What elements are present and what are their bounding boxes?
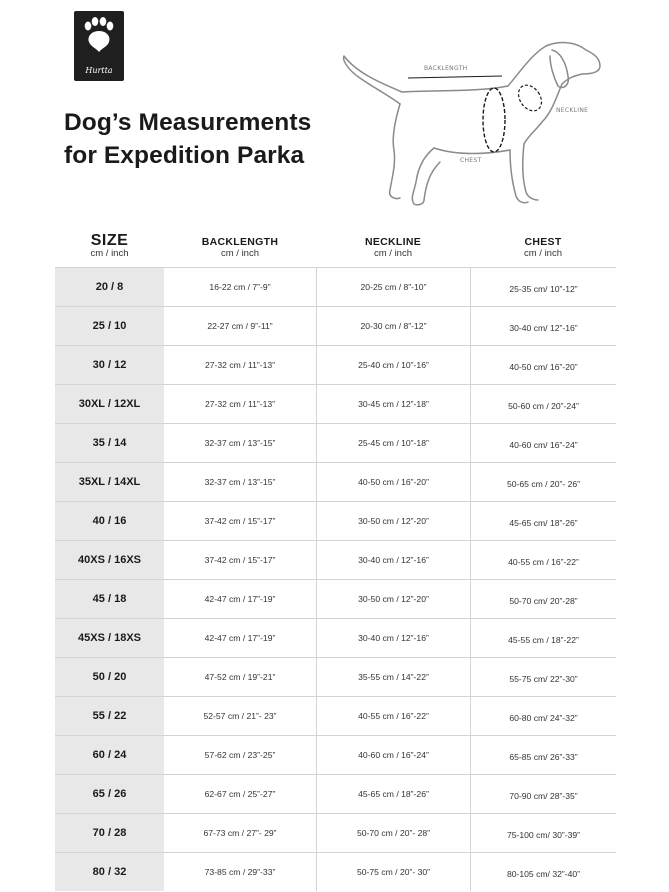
size-cell: 20 / 8 (55, 268, 164, 306)
chest-cell: 60-80 cm/ 24”-32” (470, 697, 616, 735)
neckline-cell: 30-40 cm / 12”-16” (316, 541, 470, 579)
size-cell: 25 / 10 (55, 307, 164, 345)
table-row (55, 540, 616, 579)
table-row (55, 462, 616, 501)
backlength-cell: 22-27 cm / 9”-11” (207, 321, 273, 331)
backlength-cell: 67-73 cm / 27”- 29” (203, 828, 277, 838)
title-line-2: for Expedition Parka (64, 142, 305, 169)
size-cell: 80 / 32 (55, 853, 164, 891)
size-cell: 70 / 28 (55, 814, 164, 852)
backlength-cell: 32-37 cm / 13”-15” (204, 477, 276, 487)
backlength-cell: 47-52 cm / 19”-21” (204, 672, 276, 682)
brand-logo (74, 11, 124, 81)
size-cell: 40XS / 16XS (55, 541, 164, 579)
table-row (55, 423, 616, 462)
size-cell: 30XL / 12XL (55, 385, 164, 423)
dog-measurement-diagram (338, 32, 608, 217)
table-row (55, 501, 616, 540)
diagram-chest-label: CHEST (460, 157, 482, 164)
table-row (55, 306, 616, 345)
backlength-cell: 27-32 cm / 11”-13” (204, 399, 276, 409)
chest-cell: 40-60 cm/ 16”-24” (470, 424, 616, 462)
neckline-cell: 35-55 cm / 14”-22” (316, 658, 470, 696)
neckline-cell: 40-55 cm / 16”-22” (316, 697, 470, 735)
chest-cell: 50-70 cm/ 20”-28” (470, 580, 616, 618)
diagram-neckline-label: NECKLINE (556, 107, 589, 114)
neckline-cell: 30-50 cm / 12”-20” (316, 580, 470, 618)
neckline-cell: 20-30 cm / 8”-12” (316, 307, 470, 345)
table-row (55, 579, 616, 618)
header-size-unit: cm / inch (90, 248, 129, 259)
neckline-cell: 50-70 cm / 20”- 28” (316, 814, 470, 852)
header-size-label: SIZE (90, 232, 129, 249)
header-backlength-label: BACKLENGTH (201, 236, 279, 248)
backlength-cell: 37-42 cm / 15”-17” (204, 555, 276, 565)
backlength-cell: 57-62 cm / 23”-25” (204, 750, 276, 760)
backlength-cell: 16-22 cm / 7”-9” (209, 282, 271, 292)
table-row (55, 384, 616, 423)
header-backlength (164, 236, 316, 259)
table-row (55, 696, 616, 735)
backlength-cell: 37-42 cm / 15”-17” (204, 516, 276, 526)
header-neckline-label: NECKLINE (364, 236, 422, 248)
header-chest-label: CHEST (524, 236, 562, 248)
backlength-cell: 27-32 cm / 11”-13” (204, 360, 276, 370)
chest-cell: 50-65 cm / 20”- 26” (470, 463, 616, 501)
backlength-cell: 32-37 cm / 13”-15” (204, 438, 276, 448)
table-row (55, 774, 616, 813)
size-cell: 65 / 26 (55, 775, 164, 813)
size-cell: 30 / 12 (55, 346, 164, 384)
table-row (55, 813, 616, 852)
chest-cell: 25-35 cm/ 10”-12” (470, 268, 616, 306)
size-cell: 35XL / 14XL (55, 463, 164, 501)
chest-cell: 45-55 cm / 18”-22” (470, 619, 616, 657)
neckline-cell: 50-75 cm / 20”- 30” (316, 853, 470, 891)
size-cell: 55 / 22 (55, 697, 164, 735)
chest-cell: 55-75 cm/ 22”-30” (470, 658, 616, 696)
neckline-cell: 30-45 cm / 12”-18” (316, 385, 470, 423)
table-row (55, 345, 616, 384)
neckline-cell: 25-40 cm / 10”-16” (316, 346, 470, 384)
chest-cell: 30-40 cm/ 12”-16” (470, 307, 616, 345)
chest-cell: 80-105 cm/ 32”-40” (470, 853, 616, 891)
header-chest-unit: cm / inch (523, 248, 562, 259)
backlength-cell: 42-47 cm / 17”-19” (204, 594, 276, 604)
table-row (55, 657, 616, 696)
chest-cell: 70-90 cm/ 28”-35” (470, 775, 616, 813)
neckline-cell: 20-25 cm / 8”-10” (316, 268, 470, 306)
size-cell: 45 / 18 (55, 580, 164, 618)
neckline-cell: 40-60 cm / 16”-24” (316, 736, 470, 774)
backlength-cell: 62-67 cm / 25”-27” (204, 789, 276, 799)
header-chest (470, 236, 616, 259)
paw-icon (83, 17, 115, 53)
table-row (55, 735, 616, 774)
size-cell: 60 / 24 (55, 736, 164, 774)
table-row (55, 618, 616, 657)
size-cell: 35 / 14 (55, 424, 164, 462)
backlength-cell: 52-57 cm / 21”- 23” (203, 711, 277, 721)
neckline-cell: 30-50 cm / 12”-20” (316, 502, 470, 540)
table-row (55, 267, 616, 306)
neckline-cell: 40-50 cm / 16”-20” (316, 463, 470, 501)
size-table (55, 267, 616, 891)
page-title (64, 106, 311, 172)
size-cell: 40 / 16 (55, 502, 164, 540)
neckline-cell: 25-45 cm / 10”-18” (316, 424, 470, 462)
title-line-1: Dog’s Measurements (64, 109, 312, 136)
neckline-cell: 30-40 cm / 12”-16” (316, 619, 470, 657)
header-neckline (316, 236, 470, 259)
backlength-cell: 73-85 cm / 29”-33” (204, 867, 276, 877)
chest-cell: 40-55 cm / 16”-22” (470, 541, 616, 579)
diagram-backlength-label: BACKLENGTH (424, 65, 468, 72)
size-cell: 45XS / 18XS (55, 619, 164, 657)
header-neckline-unit: cm / inch (373, 248, 412, 259)
size-cell: 50 / 20 (55, 658, 164, 696)
header-backlength-unit: cm / inch (220, 248, 259, 259)
chest-cell: 50-60 cm / 20”-24” (470, 385, 616, 423)
chest-cell: 40-50 cm/ 16”-20” (470, 346, 616, 384)
chest-cell: 45-65 cm/ 18”-26” (470, 502, 616, 540)
header-size (55, 232, 164, 259)
chest-cell: 75-100 cm/ 30”-39” (470, 814, 616, 852)
chest-cell: 65-85 cm/ 26”-33” (470, 736, 616, 774)
table-row (55, 852, 616, 891)
backlength-cell: 42-47 cm / 17”-19” (204, 633, 276, 643)
neckline-cell: 45-65 cm / 18”-26” (316, 775, 470, 813)
logo-text: Hurtta (85, 66, 113, 75)
